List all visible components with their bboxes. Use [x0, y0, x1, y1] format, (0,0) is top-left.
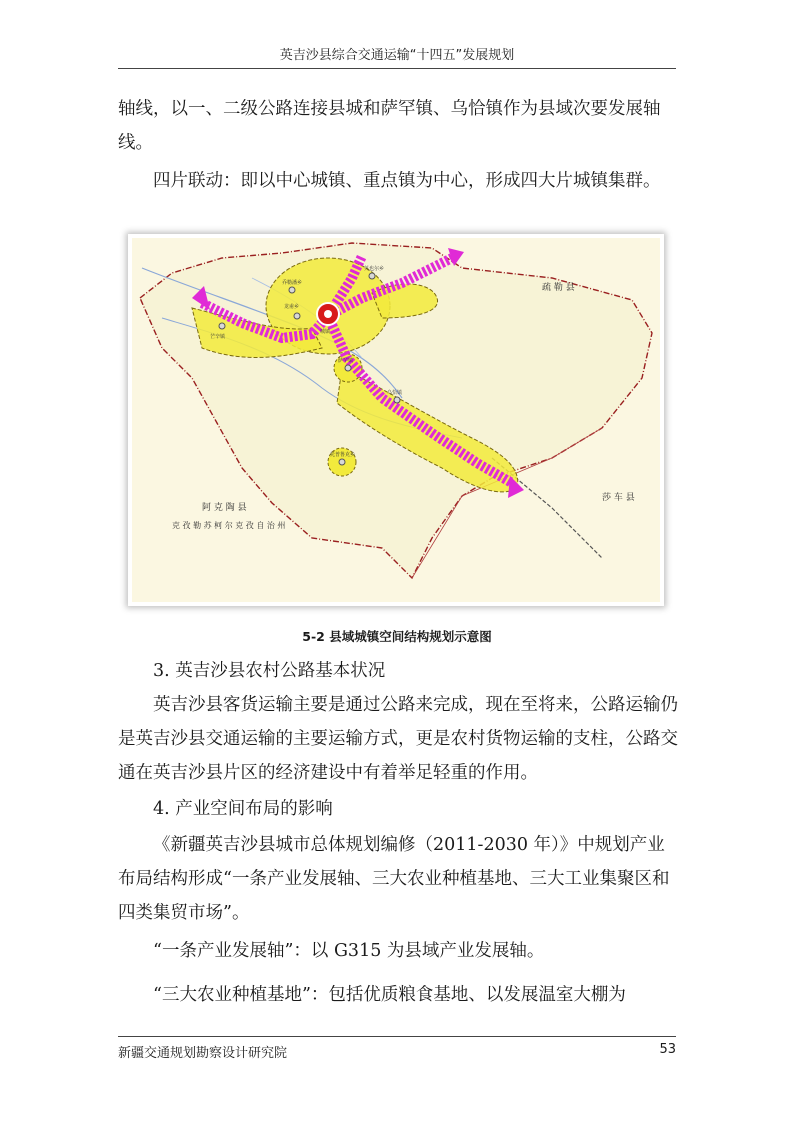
town-marker: [345, 365, 351, 371]
section-heading-industry-layout: 4. 产业空间布局的影响: [153, 799, 333, 819]
label-shache-county: 莎 车 县: [602, 493, 635, 503]
footer-divider: [118, 1036, 676, 1037]
label-kizilsu-prefecture: 克 孜 勒 苏 柯 尔 克 孜 自 治 州: [172, 521, 286, 530]
running-header: 英吉沙县综合交通运输“十四五”发展规划: [279, 48, 515, 63]
paragraph-rural-roads: 英吉沙县客货运输主要是通过公路来完成，现在至将来，公路运输仍是英吉沙县交通运输的主要运输方式，更是农村货物运输的支柱，公路交通在英吉沙县片区的经济建设中有着举足轻重的作用。: [118, 695, 678, 783]
town-marker: [394, 397, 400, 403]
label-town: 芒辛镇: [210, 334, 226, 340]
county-structure-map: [132, 238, 660, 602]
town-marker: [219, 323, 225, 329]
label-town: 乔勒潘乡: [282, 280, 303, 286]
town-marker: [289, 287, 295, 293]
county-center-dot: [324, 310, 332, 318]
town-marker: [339, 459, 345, 465]
paragraph-agriculture-bases: “三大农业种植基地”：包括优质粮食基地、以发展温室大棚为: [153, 985, 626, 1005]
label-town: 城镇: [320, 329, 331, 335]
label-town: 乌恰镇: [387, 390, 403, 396]
town-marker: [294, 313, 300, 319]
map-figure: [128, 234, 664, 606]
header-divider: [118, 68, 676, 69]
footer-institute: 新疆交通规划勘察设计研究院: [118, 1046, 288, 1061]
label-town: 英也尔乡: [364, 266, 385, 272]
label-town: 托普鲁克乡: [330, 452, 356, 458]
label-shule-county: 疏 勒 县: [542, 283, 575, 293]
figure-caption: 5-2 县域城镇空间结构规划示意图: [302, 629, 492, 644]
label-town: 龙甫乡: [284, 304, 300, 310]
label-akto-county: 阿 克 陶 县: [202, 503, 247, 513]
section-heading-rural-roads: 3. 英吉沙县农村公路基本状况: [153, 661, 386, 681]
paragraph-axis-continuation: 轴线，以一、二级公路连接县城和萨罕镇、乌恰镇作为县域次要发展轴线。: [118, 99, 661, 153]
town-marker: [369, 273, 375, 279]
paragraph-industry-axis: “一条产业发展轴”：以 G315 为县域产业发展轴。: [153, 941, 545, 961]
page-number: 53: [659, 1042, 676, 1057]
paragraph-industry-plan: 《新疆英吉沙县城市总体规划编修（2011-2030 年）》中规划产业布局结构形成“一条产业发展轴、三大农业种植基地、三大工业集聚区和四类集贸市场”。: [118, 835, 670, 923]
paragraph-four-zones: 四片联动：即以中心城镇、重点镇为中心，形成四大片城镇集群。: [153, 171, 661, 191]
label-town: 萨罕镇: [338, 358, 354, 364]
